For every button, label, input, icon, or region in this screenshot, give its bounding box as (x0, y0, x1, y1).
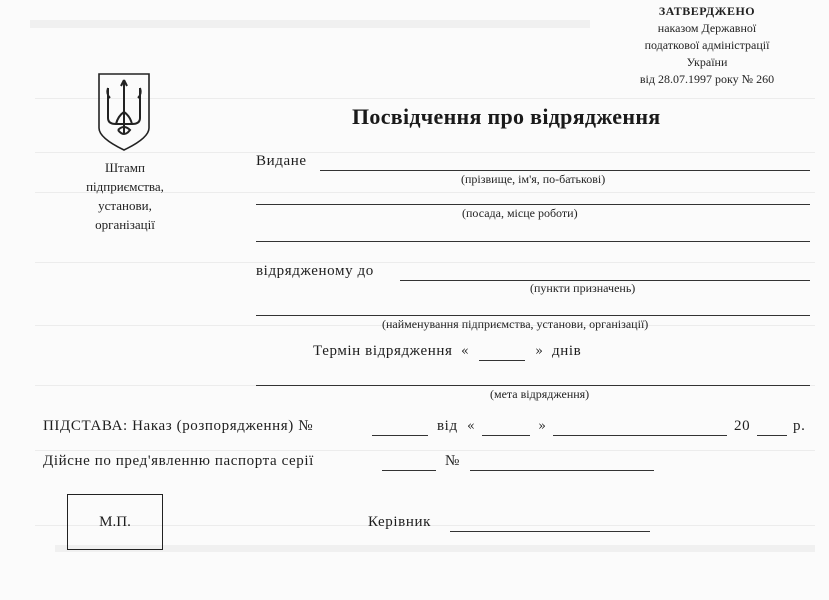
position-continued-field[interactable] (256, 225, 810, 242)
term-unit-label: днів (552, 343, 582, 359)
stamp-line: організації (95, 217, 155, 232)
head-label: Керівник (368, 514, 431, 530)
bleed-through-footnote (55, 545, 815, 552)
stamp-caption (70, 158, 180, 234)
term-close-quote: » (535, 344, 543, 359)
passport-series-field[interactable] (382, 454, 436, 471)
bleed-through-line (35, 450, 815, 451)
order-month-field[interactable] (553, 419, 727, 436)
approval-heading: ЗАТВЕРДЖЕНО (658, 4, 756, 18)
position-hint: (посада, місце роботи) (462, 206, 578, 220)
stamp-line: Штамп (105, 160, 145, 175)
order-year-field[interactable] (757, 419, 787, 436)
basis-label: ПІДСТАВА: Наказ (розпорядження) № (43, 418, 314, 434)
order-day-field[interactable] (482, 419, 530, 436)
approval-line: податкової адміністрації (644, 38, 770, 52)
term-label: Термін відрядження (313, 343, 453, 359)
stamp-line: підприємства, (86, 179, 164, 194)
passport-label: Дійсне по пред'явленню паспорта серії (43, 453, 314, 469)
basis-from-label: від (437, 418, 458, 434)
trident-coat-of-arms-icon (96, 72, 152, 152)
organization-hint: (найменування підприємства, установи, організації) (382, 317, 649, 331)
bleed-through-line (35, 98, 815, 99)
issued-to-label: Видане (256, 153, 307, 169)
bleed-through-line (35, 262, 815, 263)
approval-line: наказом Державної (657, 21, 757, 35)
order-number-field[interactable] (372, 419, 428, 436)
issued-to-field[interactable] (320, 154, 810, 171)
issued-to-hint: (прізвище, ім'я, по-батькові) (461, 172, 606, 186)
basis-close-quote: » (538, 419, 546, 434)
seal-label: М.П. (99, 513, 131, 530)
approval-line: від 28.07.1997 року № 260 (639, 72, 775, 86)
basis-open-quote: « (467, 419, 475, 434)
approval-block (607, 3, 807, 88)
purpose-hint: (мета відрядження) (490, 387, 590, 401)
destination-field[interactable] (400, 264, 810, 281)
sent-to-label: відрядженому до (256, 263, 374, 279)
head-signature-field[interactable] (450, 515, 650, 532)
passport-number-field[interactable] (470, 454, 654, 471)
destination-hint: (пункти призначень) (530, 281, 636, 295)
organization-field[interactable] (256, 299, 810, 316)
bleed-through-heading (30, 20, 590, 28)
position-field[interactable] (256, 188, 810, 205)
year-prefix-label: 20 (734, 418, 751, 434)
approval-line: України (686, 55, 728, 69)
stamp-line: установи, (98, 198, 152, 213)
term-open-quote: « (461, 344, 469, 359)
term-days-field[interactable] (479, 344, 525, 361)
purpose-field[interactable] (256, 369, 810, 386)
passport-number-label: № (445, 453, 460, 469)
year-suffix-label: р. (793, 418, 806, 434)
bleed-through-line (35, 152, 815, 153)
seal-placeholder (67, 494, 163, 550)
page-title: Посвідчення про відрядження (352, 104, 661, 129)
